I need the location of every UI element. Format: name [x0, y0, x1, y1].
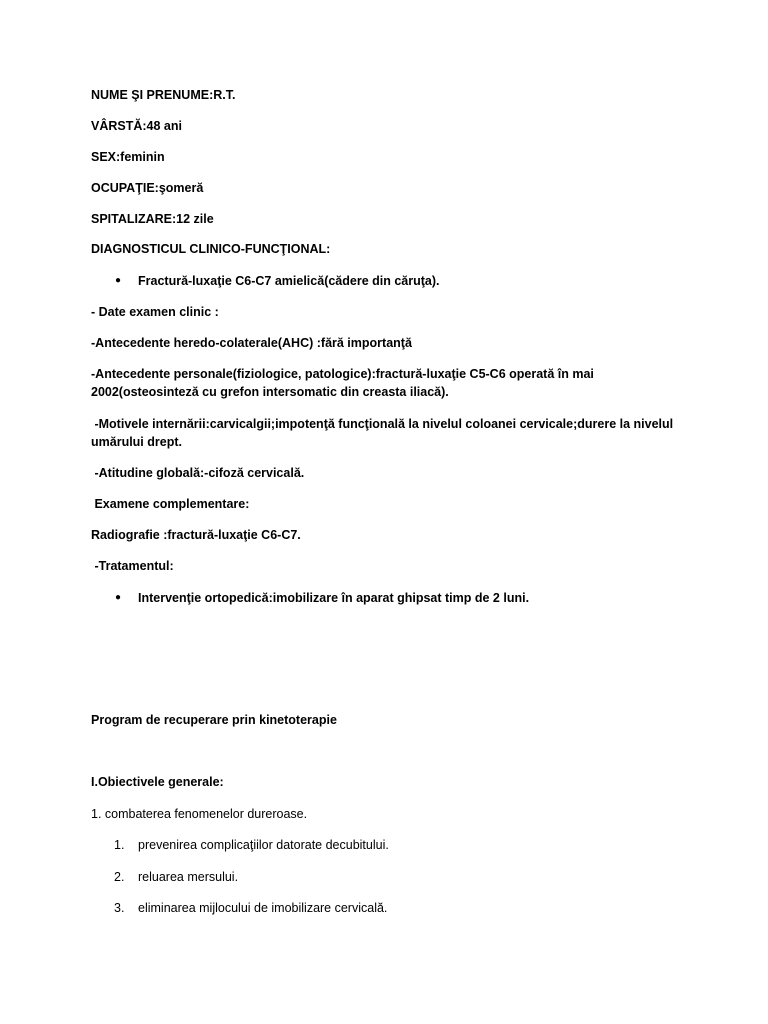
patient-name: NUME ŞI PRENUME:R.T.: [91, 88, 236, 102]
diagnosis-bullet-text: Fractură-luxaţie C6-C7 amielică(cădere din căruţa).: [138, 274, 440, 288]
global-attitude: -Atitudine globală:-cifoză cervicală.: [91, 466, 305, 480]
admission-reasons-line-1: -Motivele internării:carvicalgii;impotenţă funcţională la nivelul coloanei cervicale;durere la nivelul: [91, 417, 674, 431]
patient-hospitalization: SPITALIZARE:12 zile: [91, 212, 214, 226]
radiography: Radiografie :fractură-luxaţie C6-C7.: [91, 528, 301, 542]
clinical-exam-heading: - Date examen clinic :: [91, 305, 219, 319]
list-item: eliminarea mijlocului de imobilizare cervicală.: [138, 901, 388, 915]
list-item: reluarea mersului.: [138, 870, 239, 884]
patient-occupation: OCUPAŢIE:şomeră: [91, 181, 204, 195]
objectives-heading: I.Obiectivele generale:: [91, 775, 224, 789]
bullet-icon: ●: [115, 275, 122, 286]
patient-sex: SEX:feminin: [91, 150, 165, 164]
patient-age: VÂRSTĂ:48 ani: [91, 119, 182, 133]
personal-history-line-1: -Antecedente personale(fiziologice, patologice):fractură-luxaţie C5-C6 operată în mai: [91, 367, 594, 381]
diagnosis-heading: DIAGNOSTICUL CLINICO-FUNCŢIONAL:: [91, 242, 331, 256]
treatment-heading: -Tratamentul:: [91, 559, 174, 573]
bullet-icon: ●: [115, 592, 122, 603]
admission-reasons-line-2: umărului drept.: [91, 435, 182, 449]
first-objective: 1. combaterea fenomenelor dureroase.: [91, 807, 308, 821]
program-title: Program de recuperare prin kinetoterapie: [91, 713, 337, 727]
hereditary-history: -Antecedente heredo-colaterale(AHC) :fără importanţă: [91, 336, 412, 350]
personal-history-line-2: 2002(osteosinteză cu grefon intersomatic din creasta iliacă).: [91, 385, 449, 399]
treatment-bullet-text: Intervenţie ortopedică:imobilizare în aparat ghipsat timp de 2 luni.: [138, 591, 530, 605]
list-item-number: 3.: [114, 901, 125, 915]
complementary-exams: Examene complementare:: [91, 497, 250, 511]
list-item-number: 2.: [114, 870, 125, 884]
list-item: prevenirea complicaţiilor datorate decubitului.: [138, 838, 389, 852]
list-item-number: 1.: [114, 838, 125, 852]
